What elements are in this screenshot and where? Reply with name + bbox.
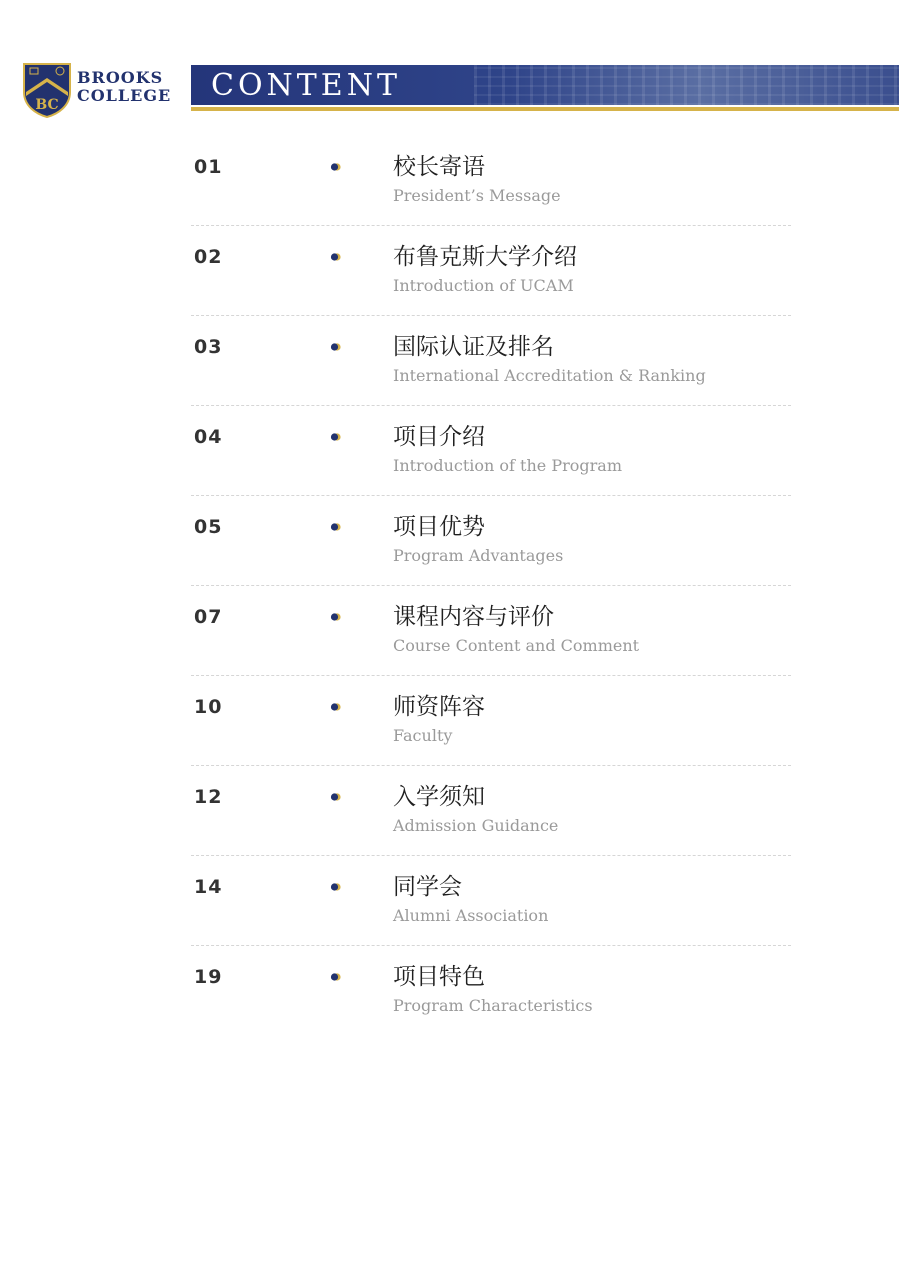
toc-title-zh: 布鲁克斯大学介绍 xyxy=(393,244,577,270)
toc-title-zh: 国际认证及排名 xyxy=(393,334,554,360)
logo-line-2: COLLEGE xyxy=(77,86,172,105)
toc-item[interactable] xyxy=(191,226,791,316)
toc-page-number: 03 xyxy=(194,336,223,358)
bullet-icon xyxy=(330,793,342,801)
bullet-icon xyxy=(330,973,342,981)
brooks-college-logo xyxy=(22,62,172,118)
logo-line-1: BROOKS xyxy=(77,68,164,87)
bullet-icon xyxy=(330,253,342,261)
bullet-icon xyxy=(330,523,342,531)
bullet-icon xyxy=(330,883,342,891)
bullet-icon xyxy=(330,163,342,171)
toc-title-zh: 校长寄语 xyxy=(393,154,485,180)
toc-title-en: International Accreditation & Ranking xyxy=(393,366,706,385)
toc-item[interactable] xyxy=(191,946,791,1036)
toc-page-number: 14 xyxy=(194,876,223,898)
toc-page-number: 07 xyxy=(194,606,223,628)
bullet-icon xyxy=(330,613,342,621)
toc-title-zh: 项目介绍 xyxy=(393,424,485,450)
toc-title-zh: 同学会 xyxy=(393,874,462,900)
toc-title-en: Admission Guidance xyxy=(393,816,559,835)
toc-item[interactable] xyxy=(191,316,791,406)
toc-page-number: 12 xyxy=(194,786,223,808)
toc-page-number: 01 xyxy=(194,156,223,178)
toc-title-en: Program Characteristics xyxy=(393,996,593,1015)
toc-item[interactable] xyxy=(191,766,791,856)
toc-title-zh: 入学须知 xyxy=(393,784,485,810)
toc-title-zh: 课程内容与评价 xyxy=(393,604,554,630)
gold-rule xyxy=(191,107,899,111)
svg-text:BC: BC xyxy=(35,97,59,113)
toc-title-en: Program Advantages xyxy=(393,546,564,565)
toc-item[interactable] xyxy=(191,136,791,226)
toc-page-number: 05 xyxy=(194,516,223,538)
table-of-contents xyxy=(191,136,791,1036)
bullet-icon xyxy=(330,343,342,351)
toc-title-zh: 项目特色 xyxy=(393,964,485,990)
building-photo-texture xyxy=(474,65,899,105)
banner-title: CONTENT xyxy=(211,68,401,103)
toc-title-en: Introduction of the Program xyxy=(393,456,622,475)
toc-title-zh: 师资阵容 xyxy=(393,694,485,720)
toc-title-en: Alumni Association xyxy=(393,906,549,925)
toc-page-number: 02 xyxy=(194,246,223,268)
toc-item[interactable] xyxy=(191,676,791,766)
toc-title-en: President’s Message xyxy=(393,186,561,205)
toc-page-number: 19 xyxy=(194,966,223,988)
toc-item[interactable] xyxy=(191,856,791,946)
toc-title-en: Faculty xyxy=(393,726,453,745)
crest-icon xyxy=(22,62,72,118)
bullet-icon xyxy=(330,433,342,441)
bullet-icon xyxy=(330,703,342,711)
toc-item[interactable] xyxy=(191,406,791,496)
toc-title-en: Course Content and Comment xyxy=(393,636,640,655)
toc-item[interactable] xyxy=(191,586,791,676)
toc-item[interactable] xyxy=(191,496,791,586)
toc-page-number: 10 xyxy=(194,696,223,718)
toc-title-en: Introduction of UCAM xyxy=(393,276,574,295)
toc-title-zh: 项目优势 xyxy=(393,514,485,540)
content-banner xyxy=(191,65,899,105)
toc-page-number: 04 xyxy=(194,426,223,448)
